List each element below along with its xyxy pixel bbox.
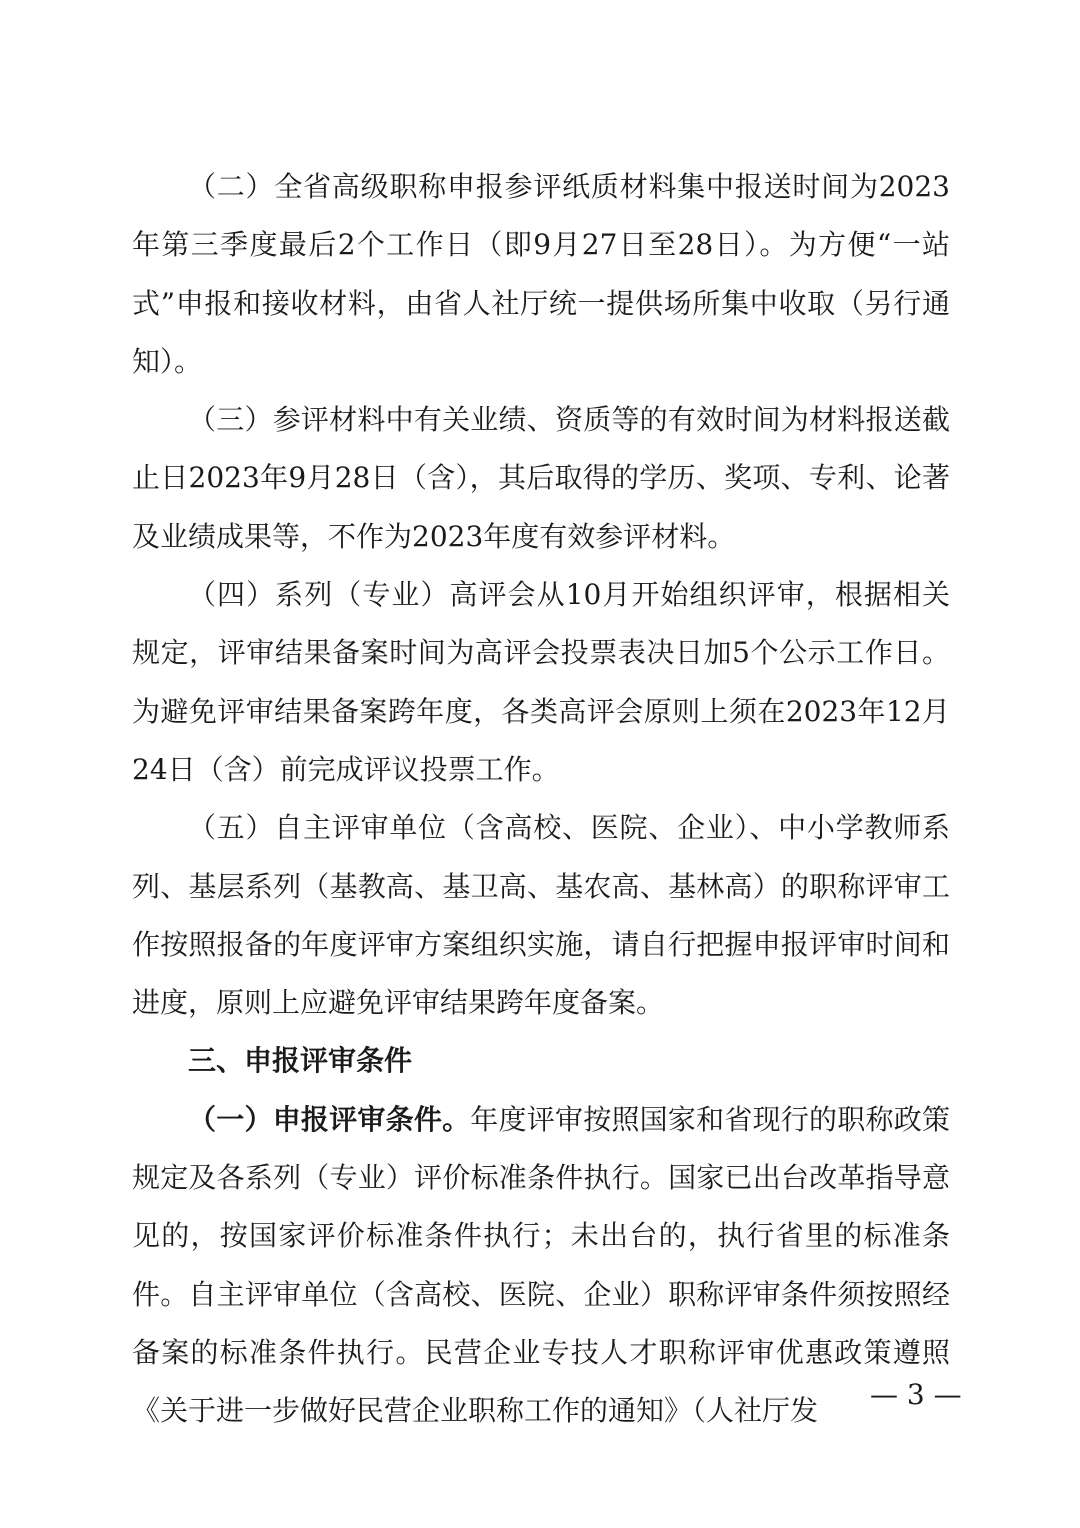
- document-body: [132, 158, 950, 1441]
- paragraph-4: （四）系列（专业）高评会从10月开始组织评审，根据相关规定，评审结果备案时间为高评会投票表决日加5个公示工作日。为避免评审结果备案跨年度，各类高评会原则上须在2023年12月24日（含）前完成评议投票工作。: [132, 578, 950, 786]
- paragraph-3: （三）参评材料中有关业绩、资质等的有效时间为材料报送截止日2023年9月28日（含），其后取得的学历、奖项、专利、论著及业绩成果等，不作为2023年度有效参评材料。: [132, 403, 950, 553]
- section-paragraph-lead: （一）申报评审条件。: [188, 1102, 471, 1136]
- section-paragraph-1: [132, 1091, 950, 1441]
- section-heading: 三、申报评审条件: [188, 1044, 413, 1078]
- section-paragraph-text: 年度评审按照国家和省现行的职称政策规定及各系列（专业）评价标准条件执行。国家已出台改革指导意见的，按国家评价标准条件执行；未出台的，执行省里的标准条件。自主评审单位（含高校、医院、企业）职称评审条件须按照经备案的标准条件执行。民营企业专技人才职称评审优惠政策遵照《关于进一步做好民营企业职称工作的通知》（人社厅发: [132, 1102, 950, 1428]
- page-number: — 3 —: [870, 1378, 962, 1411]
- paragraph-2: （二）全省高级职称申报参评纸质材料集中报送时间为2023年第三季度最后2个工作日（即9月27日至28日）。为方便“一站式”申报和接收材料，由省人社厅统一提供场所集中收取（另行通知）。: [132, 170, 950, 378]
- paragraph-5: （五）自主评审单位（含高校、医院、企业）、中小学教师系列、基层系列（基教高、基卫高、基农高、基林高）的职称评审工作按照报备的年度评审方案组织实施，请自行把握申报评审时间和进度，原则上应避免评审结果跨年度备案。: [132, 811, 950, 1020]
